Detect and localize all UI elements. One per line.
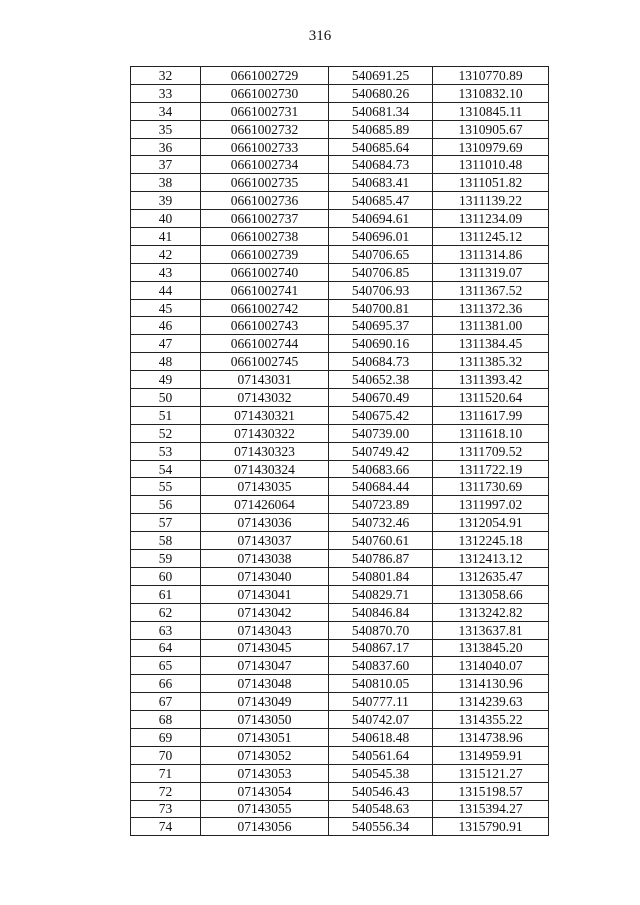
y-coordinate-cell: 1311393.42 <box>433 371 549 389</box>
parcel-id-cell: 0661002740 <box>201 263 329 281</box>
parcel-id-cell: 07143032 <box>201 389 329 407</box>
y-coordinate-cell: 1312054.91 <box>433 514 549 532</box>
row-index-cell: 68 <box>131 711 201 729</box>
row-index-cell: 42 <box>131 245 201 263</box>
table-row <box>131 174 549 192</box>
x-coordinate-cell: 540548.63 <box>329 800 433 818</box>
parcel-id-cell: 07143040 <box>201 567 329 585</box>
row-index-cell: 74 <box>131 818 201 836</box>
table-row <box>131 800 549 818</box>
x-coordinate-cell: 540670.49 <box>329 389 433 407</box>
table-row <box>131 138 549 156</box>
y-coordinate-cell: 1313242.82 <box>433 603 549 621</box>
y-coordinate-cell: 1313845.20 <box>433 639 549 657</box>
y-coordinate-cell: 1311139.22 <box>433 192 549 210</box>
parcel-id-cell: 0661002729 <box>201 67 329 85</box>
y-coordinate-cell: 1311722.19 <box>433 460 549 478</box>
parcel-id-cell: 0661002737 <box>201 210 329 228</box>
x-coordinate-cell: 540706.65 <box>329 245 433 263</box>
row-index-cell: 46 <box>131 317 201 335</box>
y-coordinate-cell: 1311051.82 <box>433 174 549 192</box>
x-coordinate-cell: 540867.17 <box>329 639 433 657</box>
x-coordinate-cell: 540696.01 <box>329 228 433 246</box>
y-coordinate-cell: 1311314.86 <box>433 245 549 263</box>
row-index-cell: 72 <box>131 782 201 800</box>
x-coordinate-cell: 540556.34 <box>329 818 433 836</box>
row-index-cell: 37 <box>131 156 201 174</box>
table-row <box>131 675 549 693</box>
row-index-cell: 59 <box>131 550 201 568</box>
x-coordinate-cell: 540652.38 <box>329 371 433 389</box>
y-coordinate-cell: 1311245.12 <box>433 228 549 246</box>
y-coordinate-cell: 1315394.27 <box>433 800 549 818</box>
y-coordinate-cell: 1310770.89 <box>433 67 549 85</box>
parcel-id-cell: 07143036 <box>201 514 329 532</box>
parcel-id-cell: 0661002731 <box>201 102 329 120</box>
row-index-cell: 34 <box>131 102 201 120</box>
table-row <box>131 532 549 550</box>
table-row <box>131 120 549 138</box>
x-coordinate-cell: 540723.89 <box>329 496 433 514</box>
parcel-id-cell: 071426064 <box>201 496 329 514</box>
parcel-id-cell: 0661002744 <box>201 335 329 353</box>
row-index-cell: 38 <box>131 174 201 192</box>
parcel-id-cell: 07143054 <box>201 782 329 800</box>
row-index-cell: 47 <box>131 335 201 353</box>
x-coordinate-cell: 540685.47 <box>329 192 433 210</box>
x-coordinate-cell: 540546.43 <box>329 782 433 800</box>
x-coordinate-cell: 540760.61 <box>329 532 433 550</box>
parcel-id-cell: 07143049 <box>201 693 329 711</box>
x-coordinate-cell: 540829.71 <box>329 585 433 603</box>
parcel-id-cell: 071430323 <box>201 442 329 460</box>
row-index-cell: 35 <box>131 120 201 138</box>
x-coordinate-cell: 540681.34 <box>329 102 433 120</box>
table-row <box>131 603 549 621</box>
y-coordinate-cell: 1310845.11 <box>433 102 549 120</box>
row-index-cell: 66 <box>131 675 201 693</box>
parcel-id-cell: 0661002745 <box>201 353 329 371</box>
row-index-cell: 71 <box>131 764 201 782</box>
parcel-id-cell: 071430324 <box>201 460 329 478</box>
table-row <box>131 728 549 746</box>
table-row <box>131 245 549 263</box>
parcel-id-cell: 07143045 <box>201 639 329 657</box>
x-coordinate-cell: 540786.87 <box>329 550 433 568</box>
table-row <box>131 460 549 478</box>
parcel-id-cell: 07143055 <box>201 800 329 818</box>
table-row <box>131 281 549 299</box>
y-coordinate-cell: 1311384.45 <box>433 335 549 353</box>
row-index-cell: 49 <box>131 371 201 389</box>
row-index-cell: 55 <box>131 478 201 496</box>
parcel-id-cell: 07143047 <box>201 657 329 675</box>
y-coordinate-cell: 1311709.52 <box>433 442 549 460</box>
x-coordinate-cell: 540810.05 <box>329 675 433 693</box>
x-coordinate-cell: 540690.16 <box>329 335 433 353</box>
row-index-cell: 67 <box>131 693 201 711</box>
y-coordinate-cell: 1312635.47 <box>433 567 549 585</box>
x-coordinate-cell: 540700.81 <box>329 299 433 317</box>
y-coordinate-cell: 1311520.64 <box>433 389 549 407</box>
table-row <box>131 84 549 102</box>
parcel-id-cell: 0661002738 <box>201 228 329 246</box>
x-coordinate-cell: 540870.70 <box>329 621 433 639</box>
table-row <box>131 263 549 281</box>
table-row <box>131 353 549 371</box>
y-coordinate-cell: 1311372.36 <box>433 299 549 317</box>
y-coordinate-cell: 1311617.99 <box>433 406 549 424</box>
parcel-id-cell: 07143050 <box>201 711 329 729</box>
x-coordinate-cell: 540706.85 <box>329 263 433 281</box>
parcel-id-cell: 0661002743 <box>201 317 329 335</box>
parcel-id-cell: 0661002736 <box>201 192 329 210</box>
parcel-id-cell: 07143043 <box>201 621 329 639</box>
y-coordinate-cell: 1311319.07 <box>433 263 549 281</box>
parcel-id-cell: 07143052 <box>201 746 329 764</box>
table-row <box>131 585 549 603</box>
table-row <box>131 67 549 85</box>
y-coordinate-cell: 1310905.67 <box>433 120 549 138</box>
table-row <box>131 335 549 353</box>
y-coordinate-cell: 1310979.69 <box>433 138 549 156</box>
table-row <box>131 764 549 782</box>
y-coordinate-cell: 1311618.10 <box>433 424 549 442</box>
parcel-id-cell: 07143041 <box>201 585 329 603</box>
y-coordinate-cell: 1311010.48 <box>433 156 549 174</box>
row-index-cell: 36 <box>131 138 201 156</box>
table-row <box>131 210 549 228</box>
table-row <box>131 192 549 210</box>
table-row <box>131 514 549 532</box>
row-index-cell: 58 <box>131 532 201 550</box>
x-coordinate-cell: 540739.00 <box>329 424 433 442</box>
parcel-id-cell: 07143053 <box>201 764 329 782</box>
table-row <box>131 371 549 389</box>
x-coordinate-cell: 540618.48 <box>329 728 433 746</box>
row-index-cell: 48 <box>131 353 201 371</box>
parcel-id-cell: 07143056 <box>201 818 329 836</box>
row-index-cell: 50 <box>131 389 201 407</box>
x-coordinate-cell: 540694.61 <box>329 210 433 228</box>
row-index-cell: 33 <box>131 84 201 102</box>
row-index-cell: 44 <box>131 281 201 299</box>
x-coordinate-cell: 540684.73 <box>329 353 433 371</box>
x-coordinate-cell: 540837.60 <box>329 657 433 675</box>
table-row <box>131 299 549 317</box>
y-coordinate-cell: 1311367.52 <box>433 281 549 299</box>
table-row <box>131 496 549 514</box>
table-row <box>131 657 549 675</box>
parcel-id-cell: 07143037 <box>201 532 329 550</box>
coordinates-table <box>130 66 549 836</box>
table-row <box>131 818 549 836</box>
row-index-cell: 73 <box>131 800 201 818</box>
parcel-id-cell: 07143051 <box>201 728 329 746</box>
x-coordinate-cell: 540683.41 <box>329 174 433 192</box>
y-coordinate-cell: 1311730.69 <box>433 478 549 496</box>
parcel-id-cell: 07143031 <box>201 371 329 389</box>
y-coordinate-cell: 1311234.09 <box>433 210 549 228</box>
x-coordinate-cell: 540801.84 <box>329 567 433 585</box>
row-index-cell: 54 <box>131 460 201 478</box>
row-index-cell: 40 <box>131 210 201 228</box>
row-index-cell: 45 <box>131 299 201 317</box>
table-row <box>131 228 549 246</box>
y-coordinate-cell: 1313637.81 <box>433 621 549 639</box>
x-coordinate-cell: 540695.37 <box>329 317 433 335</box>
y-coordinate-cell: 1312245.18 <box>433 532 549 550</box>
row-index-cell: 63 <box>131 621 201 639</box>
x-coordinate-cell: 540706.93 <box>329 281 433 299</box>
parcel-id-cell: 0661002732 <box>201 120 329 138</box>
y-coordinate-cell: 1311381.00 <box>433 317 549 335</box>
row-index-cell: 56 <box>131 496 201 514</box>
table-row <box>131 102 549 120</box>
y-coordinate-cell: 1313058.66 <box>433 585 549 603</box>
row-index-cell: 65 <box>131 657 201 675</box>
x-coordinate-cell: 540545.38 <box>329 764 433 782</box>
row-index-cell: 69 <box>131 728 201 746</box>
x-coordinate-cell: 540742.07 <box>329 711 433 729</box>
y-coordinate-cell: 1314130.96 <box>433 675 549 693</box>
row-index-cell: 53 <box>131 442 201 460</box>
parcel-id-cell: 0661002735 <box>201 174 329 192</box>
table-row <box>131 442 549 460</box>
x-coordinate-cell: 540691.25 <box>329 67 433 85</box>
x-coordinate-cell: 540684.73 <box>329 156 433 174</box>
table-row <box>131 782 549 800</box>
parcel-id-cell: 0661002742 <box>201 299 329 317</box>
y-coordinate-cell: 1312413.12 <box>433 550 549 568</box>
parcel-id-cell: 0661002730 <box>201 84 329 102</box>
row-index-cell: 62 <box>131 603 201 621</box>
row-index-cell: 43 <box>131 263 201 281</box>
x-coordinate-cell: 540680.26 <box>329 84 433 102</box>
x-coordinate-cell: 540683.66 <box>329 460 433 478</box>
y-coordinate-cell: 1311385.32 <box>433 353 549 371</box>
table-row <box>131 389 549 407</box>
table-row <box>131 550 549 568</box>
x-coordinate-cell: 540685.89 <box>329 120 433 138</box>
y-coordinate-cell: 1314040.07 <box>433 657 549 675</box>
parcel-id-cell: 07143038 <box>201 550 329 568</box>
table-row <box>131 639 549 657</box>
x-coordinate-cell: 540685.64 <box>329 138 433 156</box>
table-row <box>131 406 549 424</box>
table-row <box>131 317 549 335</box>
row-index-cell: 41 <box>131 228 201 246</box>
row-index-cell: 60 <box>131 567 201 585</box>
row-index-cell: 39 <box>131 192 201 210</box>
x-coordinate-cell: 540777.11 <box>329 693 433 711</box>
row-index-cell: 70 <box>131 746 201 764</box>
table-row <box>131 693 549 711</box>
table-row <box>131 156 549 174</box>
table-row <box>131 711 549 729</box>
y-coordinate-cell: 1315790.91 <box>433 818 549 836</box>
parcel-id-cell: 07143035 <box>201 478 329 496</box>
table-body <box>131 67 549 836</box>
table-row <box>131 621 549 639</box>
row-index-cell: 51 <box>131 406 201 424</box>
y-coordinate-cell: 1311997.02 <box>433 496 549 514</box>
x-coordinate-cell: 540684.44 <box>329 478 433 496</box>
x-coordinate-cell: 540749.42 <box>329 442 433 460</box>
y-coordinate-cell: 1314738.96 <box>433 728 549 746</box>
parcel-id-cell: 0661002733 <box>201 138 329 156</box>
x-coordinate-cell: 540846.84 <box>329 603 433 621</box>
y-coordinate-cell: 1314239.63 <box>433 693 549 711</box>
row-index-cell: 52 <box>131 424 201 442</box>
x-coordinate-cell: 540561.64 <box>329 746 433 764</box>
y-coordinate-cell: 1314959.91 <box>433 746 549 764</box>
table-row <box>131 424 549 442</box>
x-coordinate-cell: 540675.42 <box>329 406 433 424</box>
parcel-id-cell: 07143042 <box>201 603 329 621</box>
y-coordinate-cell: 1315198.57 <box>433 782 549 800</box>
table-row <box>131 746 549 764</box>
row-index-cell: 61 <box>131 585 201 603</box>
table-row <box>131 478 549 496</box>
parcel-id-cell: 07143048 <box>201 675 329 693</box>
row-index-cell: 64 <box>131 639 201 657</box>
table-row <box>131 567 549 585</box>
y-coordinate-cell: 1314355.22 <box>433 711 549 729</box>
parcel-id-cell: 071430321 <box>201 406 329 424</box>
row-index-cell: 57 <box>131 514 201 532</box>
y-coordinate-cell: 1310832.10 <box>433 84 549 102</box>
x-coordinate-cell: 540732.46 <box>329 514 433 532</box>
parcel-id-cell: 0661002739 <box>201 245 329 263</box>
parcel-id-cell: 071430322 <box>201 424 329 442</box>
y-coordinate-cell: 1315121.27 <box>433 764 549 782</box>
row-index-cell: 32 <box>131 67 201 85</box>
parcel-id-cell: 0661002734 <box>201 156 329 174</box>
page-number: 316 <box>308 28 332 44</box>
parcel-id-cell: 0661002741 <box>201 281 329 299</box>
